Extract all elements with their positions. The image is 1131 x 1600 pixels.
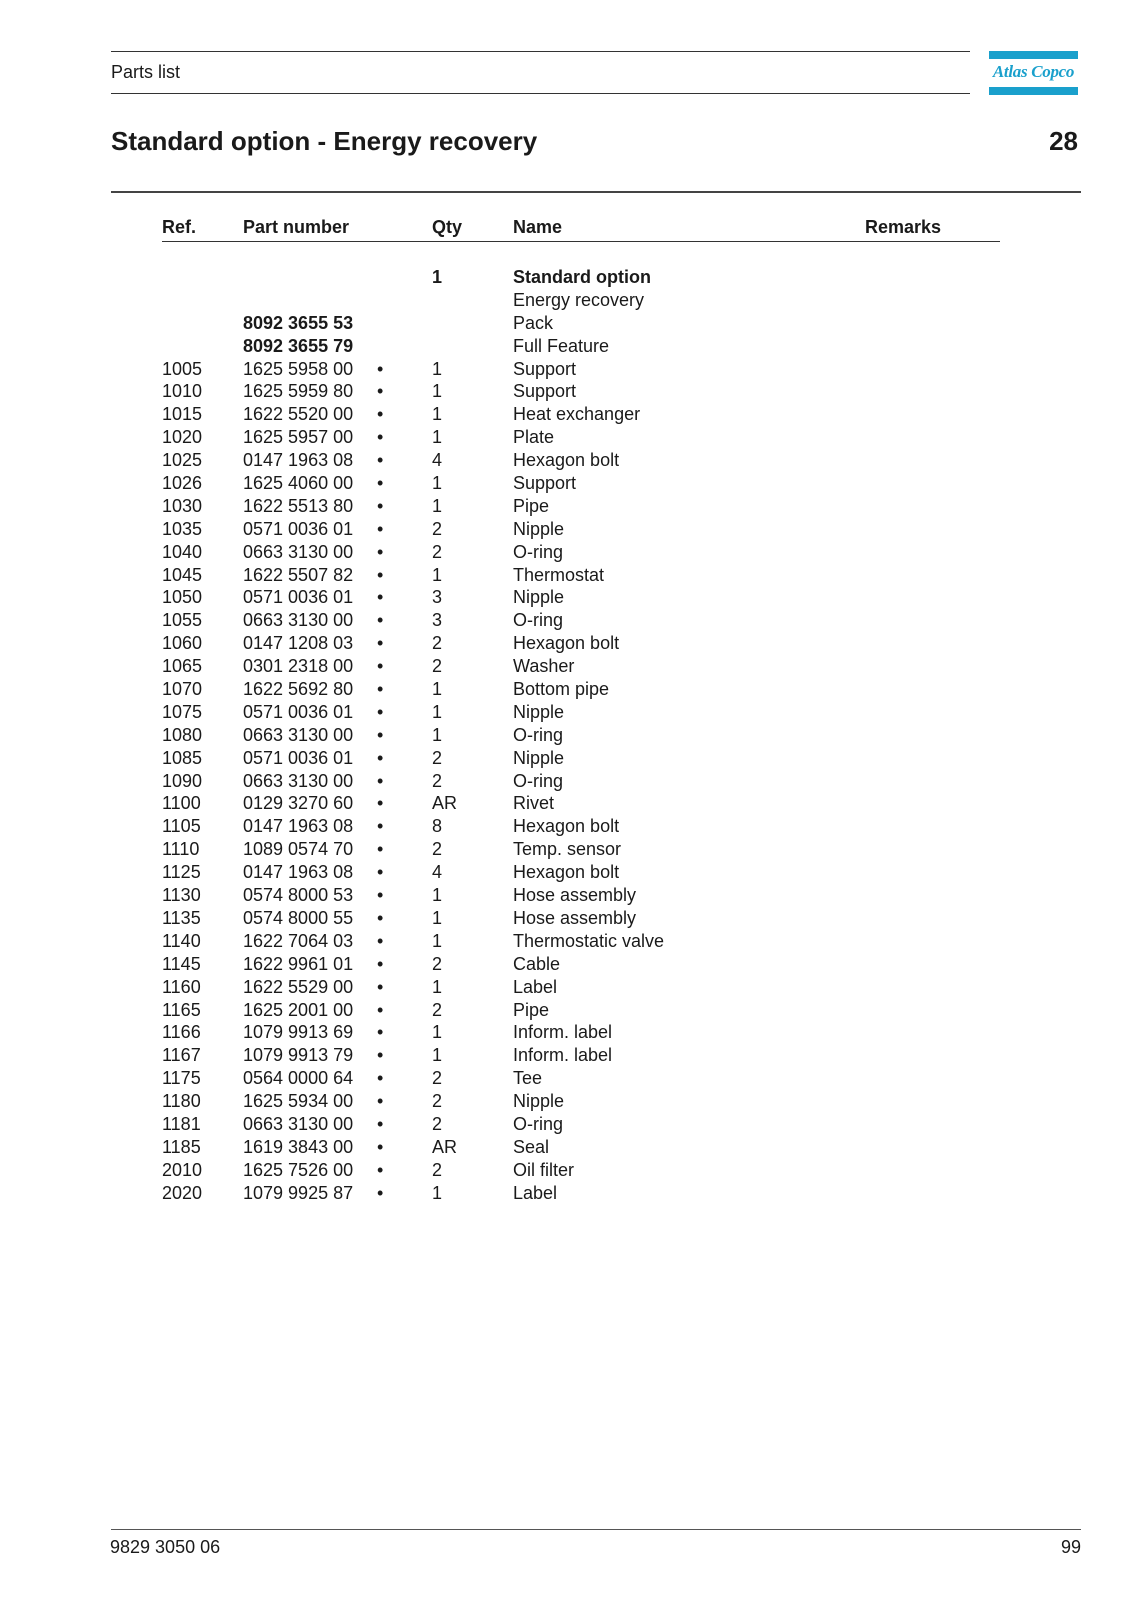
table-row <box>162 586 1000 609</box>
cell-ref: 1080 <box>162 724 203 745</box>
cell-name: Rivet <box>513 793 555 814</box>
table-row <box>162 380 1000 403</box>
cell-part-number: 1622 7064 03 <box>243 930 354 951</box>
table-row <box>162 678 1000 701</box>
cell-name: Plate <box>513 427 555 448</box>
table-row <box>162 266 1000 289</box>
cell-part-number: 0129 3270 60 <box>243 793 354 814</box>
cell-name: O-ring <box>513 610 564 631</box>
cell-ref: 1090 <box>162 770 203 791</box>
cell-bullet: • <box>377 999 384 1020</box>
cell-bullet: • <box>377 907 384 928</box>
cell-bullet: • <box>377 747 384 768</box>
cell-qty: 1 <box>432 564 443 585</box>
cell-bullet: • <box>377 839 384 860</box>
cell-ref: 2020 <box>162 1182 203 1203</box>
cell-part-number: 0663 3130 00 <box>243 1113 354 1134</box>
cell-qty: 1 <box>432 495 443 516</box>
table-row <box>162 838 1000 861</box>
logo-top-bar <box>989 51 1078 59</box>
header-bottom-rule <box>111 93 970 94</box>
cell-name: Nipple <box>513 701 565 722</box>
cell-ref: 1050 <box>162 587 203 608</box>
table-row <box>162 609 1000 632</box>
table-row <box>162 953 1000 976</box>
cell-name: Seal <box>513 1136 550 1157</box>
table-row <box>162 426 1000 449</box>
cell-ref: 1185 <box>162 1136 201 1157</box>
cell-part-number: 1622 9961 01 <box>243 953 354 974</box>
cell-bullet: • <box>377 953 384 974</box>
cell-qty: 1 <box>432 907 443 928</box>
cell-bullet: • <box>377 1159 384 1180</box>
cell-ref: 1040 <box>162 541 203 562</box>
cell-ref: 1105 <box>162 816 201 837</box>
cell-name: Hose assembly <box>513 907 637 928</box>
table-row <box>162 472 1000 495</box>
cell-ref: 1075 <box>162 701 203 722</box>
cell-qty: 8 <box>432 816 443 837</box>
table-row <box>162 976 1000 999</box>
cell-qty: 2 <box>432 747 443 768</box>
table-row <box>162 770 1000 793</box>
cell-qty: 1 <box>432 701 443 722</box>
cell-ref: 1110 <box>162 839 200 860</box>
cell-qty: 1 <box>432 1022 443 1043</box>
table-row <box>162 518 1000 541</box>
cell-ref: 1100 <box>162 793 201 814</box>
cell-part-number: 1622 5507 82 <box>243 564 354 585</box>
cell-part-number: 0564 0000 64 <box>243 1068 354 1089</box>
col-part-header: Part number <box>243 217 350 237</box>
cell-qty: 2 <box>432 633 443 654</box>
cell-qty: 2 <box>432 1113 443 1134</box>
table-header <box>162 215 1000 242</box>
cell-ref: 1125 <box>162 862 201 883</box>
table-row <box>162 999 1000 1022</box>
cell-name: Thermostat <box>513 564 605 585</box>
section-label: Parts list <box>111 62 181 82</box>
table-body <box>162 266 1000 1205</box>
cell-bullet: • <box>377 1068 384 1089</box>
cell-name: Nipple <box>513 1091 565 1112</box>
cell-name: Support <box>513 358 577 379</box>
cell-name: Pack <box>513 312 554 333</box>
table-row <box>162 930 1000 953</box>
cell-qty: 1 <box>432 473 443 494</box>
cell-name: Nipple <box>513 747 565 768</box>
cell-bullet: • <box>377 1022 384 1043</box>
cell-part-number: 1625 7526 00 <box>243 1159 354 1180</box>
cell-bullet: • <box>377 816 384 837</box>
table-row <box>162 495 1000 518</box>
table-row <box>162 541 1000 564</box>
cell-ref: 1181 <box>162 1113 201 1134</box>
cell-bullet: • <box>377 862 384 883</box>
cell-part-number: 0571 0036 01 <box>243 701 354 722</box>
cell-part-number: 1079 9913 79 <box>243 1045 354 1066</box>
cell-ref: 1085 <box>162 747 203 768</box>
cell-bullet: • <box>377 724 384 745</box>
cell-bullet: • <box>377 358 384 379</box>
cell-ref: 1130 <box>162 885 201 906</box>
cell-name: Hexagon bolt <box>513 862 620 883</box>
cell-part-number: 0574 8000 55 <box>243 907 354 928</box>
cell-part-number: 1625 2001 00 <box>243 999 354 1020</box>
cell-bullet: • <box>377 656 384 677</box>
cell-name: Hose assembly <box>513 885 637 906</box>
cell-qty: 1 <box>432 724 443 745</box>
cell-bullet: • <box>377 770 384 791</box>
col-remarks-header: Remarks <box>865 217 942 237</box>
cell-qty: 1 <box>432 885 443 906</box>
cell-bullet: • <box>377 518 384 539</box>
cell-name: Temp. sensor <box>513 839 622 860</box>
cell-part-number: 1625 5934 00 <box>243 1091 354 1112</box>
cell-qty: 3 <box>432 610 443 631</box>
cell-qty: 2 <box>432 770 443 791</box>
cell-qty: 2 <box>432 656 443 677</box>
cell-ref: 1145 <box>162 953 201 974</box>
table-row <box>162 1182 1000 1205</box>
cell-qty: 4 <box>432 450 443 471</box>
cell-ref: 1135 <box>162 907 201 928</box>
cell-qty: 1 <box>432 381 443 402</box>
table-row <box>162 632 1000 655</box>
table-row <box>162 1090 1000 1113</box>
cell-ref: 1025 <box>162 450 203 471</box>
logo-bottom-bar <box>989 87 1078 95</box>
cell-part-number: 0571 0036 01 <box>243 587 354 608</box>
cell-qty: AR <box>432 793 458 814</box>
cell-name: Label <box>513 976 558 997</box>
cell-name: Label <box>513 1182 558 1203</box>
page-title: Standard option - Energy recovery <box>111 126 538 156</box>
cell-name: Support <box>513 381 577 402</box>
atlas-copco-logo <box>989 51 1078 95</box>
table-row <box>162 335 1000 358</box>
cell-name: Support <box>513 473 577 494</box>
cell-bullet: • <box>377 1136 384 1157</box>
footer-rule <box>111 1529 1081 1530</box>
cell-part-number: 1622 5692 80 <box>243 679 354 700</box>
cell-part-number: 0571 0036 01 <box>243 518 354 539</box>
cell-ref: 1180 <box>162 1091 201 1112</box>
cell-bullet: • <box>377 381 384 402</box>
title-rule <box>111 191 1081 193</box>
cell-part-number: 1625 4060 00 <box>243 473 354 494</box>
cell-ref: 1167 <box>162 1045 201 1066</box>
cell-part-number: 1622 5513 80 <box>243 495 354 516</box>
table-row <box>162 1113 1000 1136</box>
cell-ref: 1055 <box>162 610 203 631</box>
table-row <box>162 792 1000 815</box>
cell-bullet: • <box>377 564 384 585</box>
table-row <box>162 358 1000 381</box>
cell-qty: 1 <box>432 358 443 379</box>
cell-part-number: 0663 3130 00 <box>243 541 354 562</box>
cell-bullet: • <box>377 930 384 951</box>
cell-ref: 1175 <box>162 1068 201 1089</box>
cell-part-number: 0301 2318 00 <box>243 656 354 677</box>
cell-part-number: 0574 8000 53 <box>243 885 354 906</box>
cell-qty: 3 <box>432 587 443 608</box>
cell-qty: 2 <box>432 1068 443 1089</box>
cell-qty: 2 <box>432 1091 443 1112</box>
cell-ref: 2010 <box>162 1159 203 1180</box>
cell-name: Pipe <box>513 495 550 516</box>
cell-part-number: 0663 3130 00 <box>243 770 354 791</box>
cell-qty: 2 <box>432 541 443 562</box>
doc-number: 9829 3050 06 <box>110 1537 221 1557</box>
header-top-rule <box>111 51 970 52</box>
cell-bullet: • <box>377 793 384 814</box>
table-row <box>162 747 1000 770</box>
cell-qty: 1 <box>432 1182 443 1203</box>
cell-part-number: 0147 1963 08 <box>243 450 354 471</box>
cell-qty: 1 <box>432 427 443 448</box>
table-row <box>162 884 1000 907</box>
cell-bullet: • <box>377 1113 384 1134</box>
cell-ref: 1166 <box>162 1022 201 1043</box>
table-row <box>162 449 1000 472</box>
cell-ref: 1005 <box>162 358 203 379</box>
cell-name: Nipple <box>513 587 565 608</box>
cell-bullet: • <box>377 587 384 608</box>
cell-ref: 1035 <box>162 518 203 539</box>
cell-name: Full Feature <box>513 335 610 356</box>
cell-bullet: • <box>377 450 384 471</box>
cell-qty: 4 <box>432 862 443 883</box>
cell-part-number: 1622 5529 00 <box>243 976 354 997</box>
cell-name: Cable <box>513 953 561 974</box>
cell-name: O-ring <box>513 770 564 791</box>
cell-ref: 1140 <box>162 930 201 951</box>
logo-text: Atlas Copco <box>992 62 1075 81</box>
cell-bullet: • <box>377 541 384 562</box>
cell-part-number: 0663 3130 00 <box>243 610 354 631</box>
cell-ref: 1065 <box>162 656 203 677</box>
cell-qty: 1 <box>432 267 443 287</box>
cell-part-number: 0571 0036 01 <box>243 747 354 768</box>
col-name-header: Name <box>513 217 563 237</box>
cell-name: Inform. label <box>513 1045 613 1066</box>
cell-qty: 2 <box>432 1159 443 1180</box>
cell-part-number: 0147 1963 08 <box>243 862 354 883</box>
cell-name: Energy recovery <box>513 289 645 310</box>
cell-name: O-ring <box>513 541 564 562</box>
cell-bullet: • <box>377 473 384 494</box>
cell-bullet: • <box>377 1091 384 1112</box>
cell-name: O-ring <box>513 1113 564 1134</box>
cell-bullet: • <box>377 885 384 906</box>
cell-part-number: 1622 5520 00 <box>243 404 354 425</box>
cell-qty: 2 <box>432 999 443 1020</box>
table-row <box>162 861 1000 884</box>
table-row <box>162 564 1000 587</box>
cell-bullet: • <box>377 633 384 654</box>
cell-bullet: • <box>377 495 384 516</box>
cell-ref: 1020 <box>162 427 203 448</box>
cell-name: O-ring <box>513 724 564 745</box>
cell-bullet: • <box>377 427 384 448</box>
cell-qty: AR <box>432 1136 458 1157</box>
cell-ref: 1026 <box>162 473 203 494</box>
cell-part-number: 8092 3655 53 <box>243 312 354 333</box>
table-row <box>162 1044 1000 1067</box>
cell-ref: 1030 <box>162 495 203 516</box>
table-row <box>162 724 1000 747</box>
table-row <box>162 312 1000 335</box>
cell-name: Hexagon bolt <box>513 450 620 471</box>
cell-ref: 1045 <box>162 564 203 585</box>
cell-name: Washer <box>513 656 575 677</box>
cell-bullet: • <box>377 679 384 700</box>
table-row <box>162 1136 1000 1159</box>
table-row <box>162 1067 1000 1090</box>
cell-bullet: • <box>377 610 384 631</box>
table-row <box>162 815 1000 838</box>
cell-ref: 1160 <box>162 976 201 997</box>
cell-part-number: 1079 9925 87 <box>243 1182 354 1203</box>
table-row <box>162 403 1000 426</box>
table-row <box>162 701 1000 724</box>
cell-name: Hexagon bolt <box>513 816 620 837</box>
cell-qty: 1 <box>432 679 443 700</box>
col-qty-header: Qty <box>432 217 463 237</box>
cell-name: Hexagon bolt <box>513 633 620 654</box>
cell-part-number: 0147 1208 03 <box>243 633 354 654</box>
cell-part-number: 1089 0574 70 <box>243 839 354 860</box>
cell-part-number: 1625 5958 00 <box>243 358 354 379</box>
table-row <box>162 1021 1000 1044</box>
cell-qty: 2 <box>432 839 443 860</box>
cell-name: Nipple <box>513 518 565 539</box>
table-row <box>162 907 1000 930</box>
cell-ref: 1070 <box>162 679 203 700</box>
cell-qty: 1 <box>432 976 443 997</box>
cell-qty: 1 <box>432 1045 443 1066</box>
table-row <box>162 655 1000 678</box>
cell-bullet: • <box>377 1182 384 1203</box>
cell-part-number: 1625 5959 80 <box>243 381 354 402</box>
cell-qty: 2 <box>432 953 443 974</box>
table-row <box>162 289 1000 312</box>
parts-table <box>162 215 1000 1203</box>
cell-name: Oil filter <box>513 1159 575 1180</box>
cell-ref: 1165 <box>162 999 201 1020</box>
cell-name: Thermostatic valve <box>513 930 665 951</box>
table-row <box>162 1159 1000 1182</box>
cell-part-number: 8092 3655 79 <box>243 335 354 356</box>
cell-ref: 1060 <box>162 633 203 654</box>
cell-part-number: 1619 3843 00 <box>243 1136 354 1157</box>
cell-name: Tee <box>513 1068 543 1089</box>
cell-bullet: • <box>377 701 384 722</box>
cell-bullet: • <box>377 976 384 997</box>
col-ref-header: Ref. <box>162 217 197 237</box>
cell-ref: 1015 <box>162 404 203 425</box>
cell-part-number: 0147 1963 08 <box>243 816 354 837</box>
cell-bullet: • <box>377 404 384 425</box>
cell-name: Inform. label <box>513 1022 613 1043</box>
cell-name: Standard option <box>513 267 651 287</box>
cell-part-number: 1625 5957 00 <box>243 427 354 448</box>
page-number: 99 <box>1060 1537 1081 1557</box>
cell-qty: 2 <box>432 518 443 539</box>
cell-bullet: • <box>377 1045 384 1066</box>
cell-name: Bottom pipe <box>513 679 610 700</box>
section-number: 28 <box>1049 126 1078 156</box>
cell-name: Pipe <box>513 999 550 1020</box>
cell-qty: 1 <box>432 930 443 951</box>
cell-qty: 1 <box>432 404 443 425</box>
cell-ref: 1010 <box>162 381 203 402</box>
cell-part-number: 1079 9913 69 <box>243 1022 354 1043</box>
cell-part-number: 0663 3130 00 <box>243 724 354 745</box>
cell-name: Heat exchanger <box>513 404 641 425</box>
